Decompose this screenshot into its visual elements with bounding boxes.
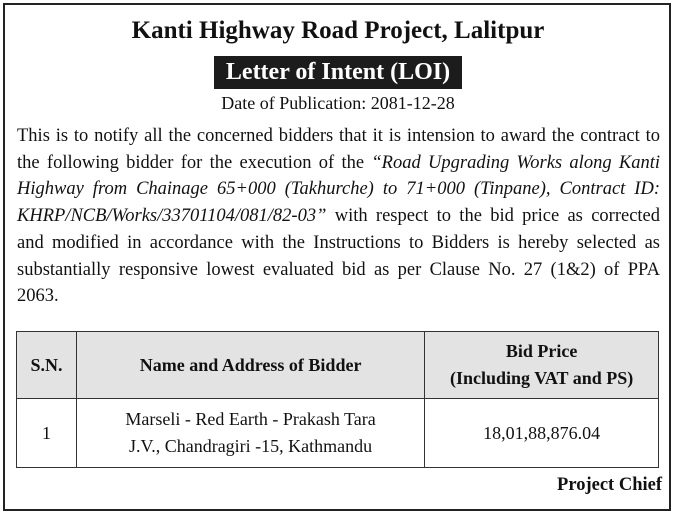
header-price-line1: Bid Price [505,341,578,361]
loi-banner: Letter of Intent (LOI) [214,56,462,89]
bidder-line2: J.V., Chandragiri -15, Kathmandu [129,436,373,456]
notice-body [17,123,660,310]
body-project-name: “Road Upgrading Works along Kanti Highway from Chainage 65+000 (Takhurche) to 71+000 (Tinpane), Contract ID: KHRP/NCB/Works/33701104/081/82-03” [17,152,661,227]
bid-table [16,331,659,468]
body-rest: with respect to the bid price as corrected and modified in accordance with the Instructions to Bidders is hereby selected as substantially responsive lowest evaluated bid as per Clause No. 27 (1&2) of PPA 2063. [17,206,660,307]
cell-price: 18,01,88,876.04 [425,399,659,468]
table-row [17,399,659,468]
bidder-line1: Marseli - Red Earth - Prakash Tara [125,409,376,429]
signoff: Project Chief [557,475,662,495]
header-sn: S.N. [17,332,77,399]
header-price-line2: (Including VAT and PS) [450,368,634,388]
notice-title: Kanti Highway Road Project, Lalitpur [131,17,545,44]
body-intro: This is to notify all the concerned bidders that it is intension to award the contract to the following bidder for the execution of the [17,126,660,173]
banner-container [0,56,676,89]
cell-sn: 1 [17,399,77,468]
cell-bidder [76,399,424,468]
header-bid-price [425,332,659,399]
table-header-row [17,332,659,399]
publication-date: Date of Publication: 2081-12-28 [221,93,455,113]
header-bidder: Name and Address of Bidder [76,332,424,399]
